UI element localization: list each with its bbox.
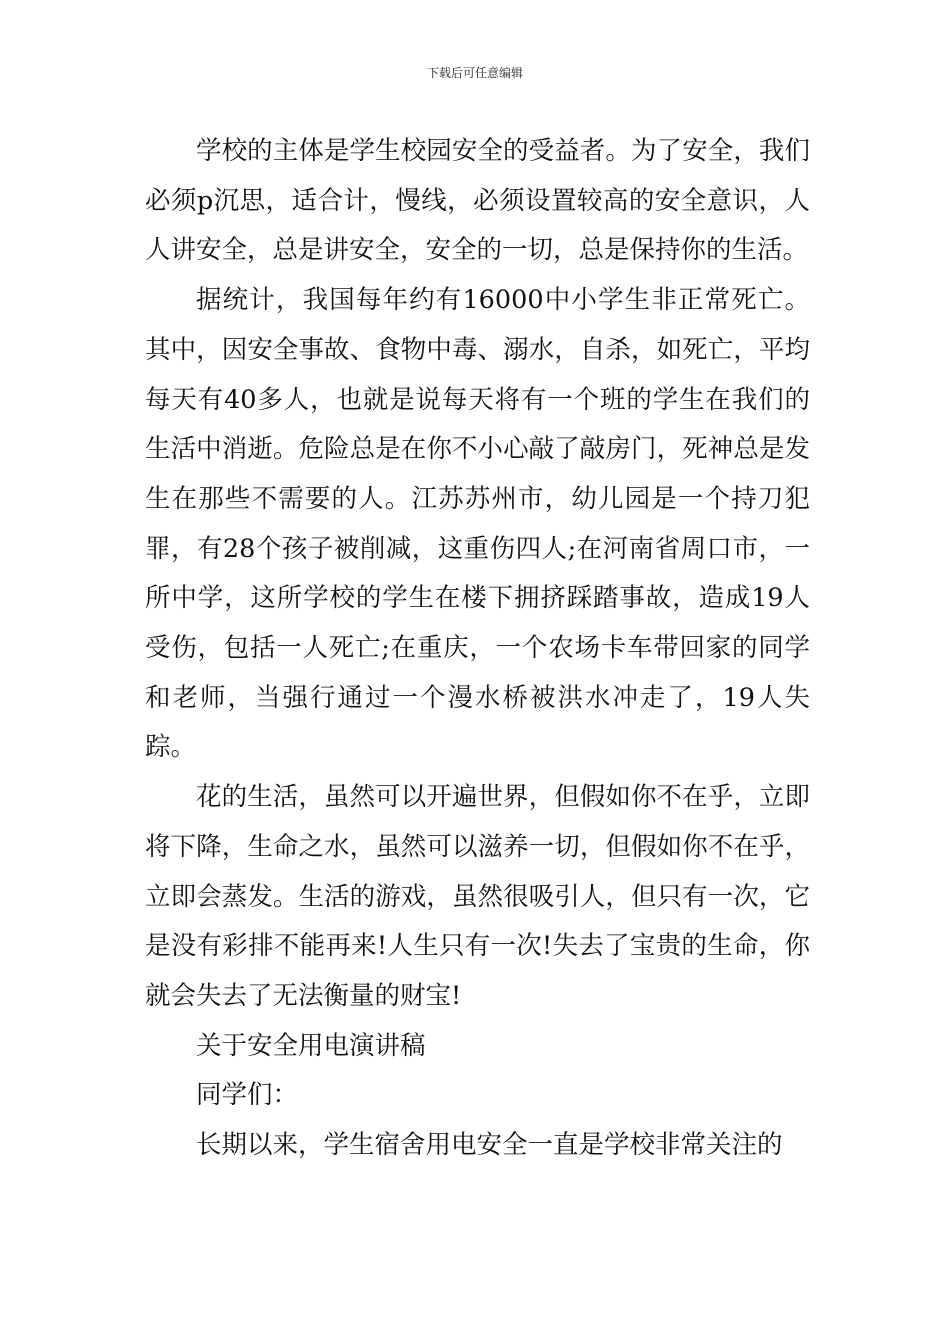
document-body — [145, 127, 810, 1171]
paragraph-dorm-electricity: 长期以来，学生宿舍用电安全一直是学校非常关注的 — [196, 1130, 783, 1161]
section-title: 关于安全用电演讲稿 — [196, 1030, 426, 1061]
salutation: 同学们： — [196, 1080, 299, 1111]
paragraph-school-safety: 学校的主体是学生校园安全的受益者。为了安全，我们必须p沉思，适合计，慢线，必须设置较高的安全意识，人人讲安全，总是讲安全，安全的一切，总是保持你的生活。 — [145, 136, 810, 266]
page-header: 下载后可任意编辑 — [426, 66, 523, 80]
paragraph-life-once: 花的生活，虽然可以开遍世界，但假如你不在乎，立即将下降，生命之水，虽然可以滋养一切，但假如你不在乎，立即会蒸发。生活的游戏，虽然很吸引人，但只有一次，它是没有彩排不能再来!人生只有一次!失去了宝贵的生命，你就会失去了无法衡量的财宝! — [145, 782, 810, 1011]
paragraph-statistics: 据统计，我国每年约有16000中小学生非正常死亡。其中，因安全事故、食物中毒、溺水，自杀，如死亡，平均每天有40多人，也就是说每天将有一个班的学生在我们的生活中消逝。危险总是在你不小心敲了敲房门，死神总是发生在那些不需要的人。江苏苏州市，幼儿园是一个持刀犯罪，有28个孩子被削减，这重伤四人;在河南省周口市，一所中学，这所学校的学生在楼下拥挤踩踏事故，造成19人受伤，包括一人死亡;在重庆，一个农场卡车带回家的同学和老师，当强行通过一个漫水桥被洪水冲走了，19人失踪。 — [145, 285, 810, 763]
